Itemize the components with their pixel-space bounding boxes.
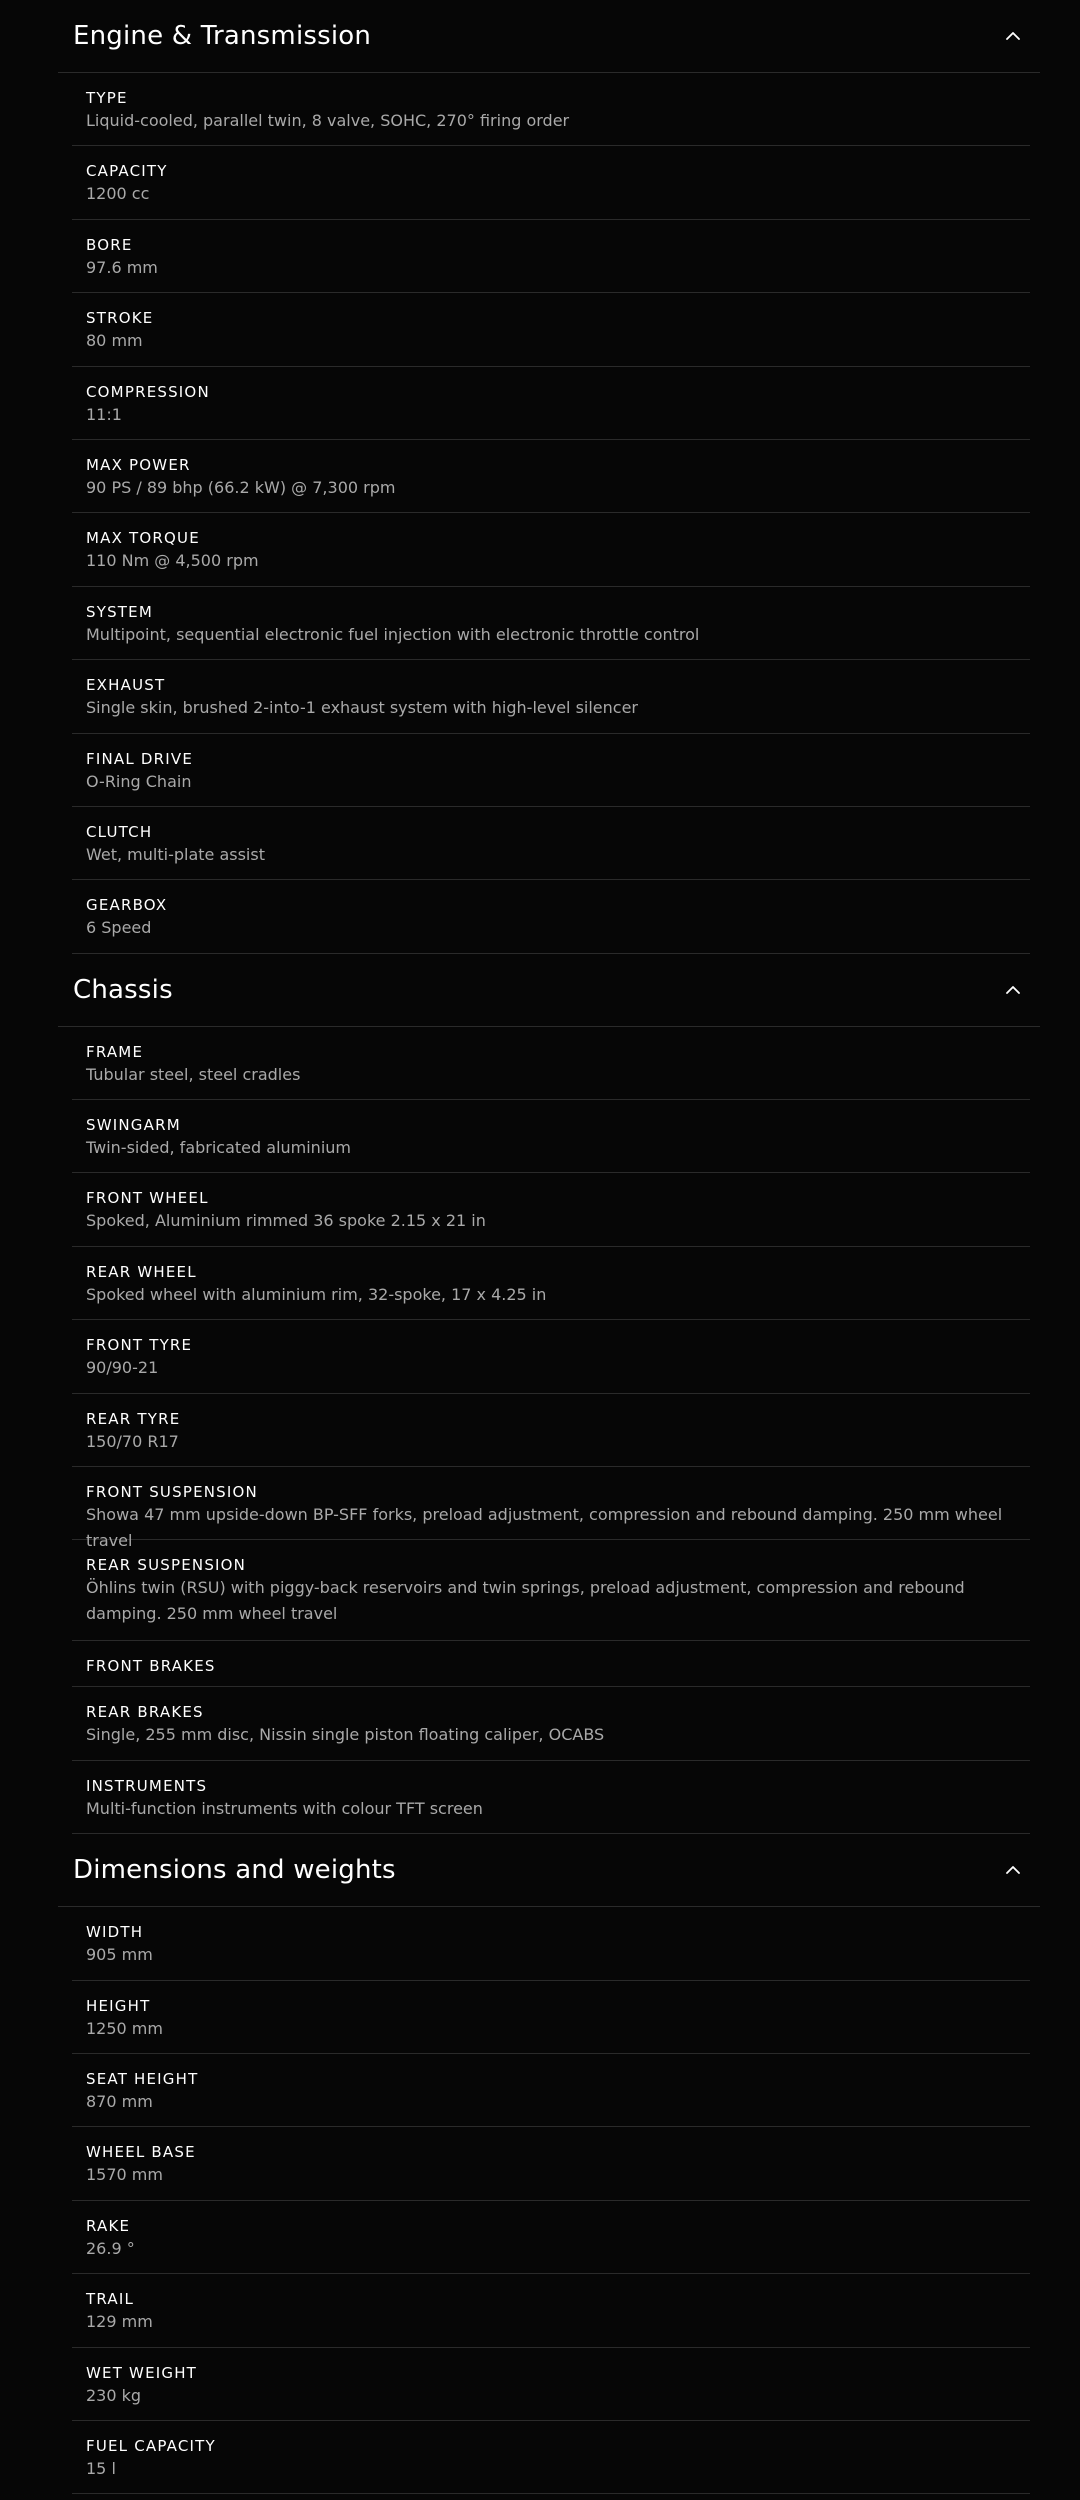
spec-label: REAR SUSPENSION	[86, 1556, 247, 1575]
spec-label: FRONT WHEEL	[86, 1189, 209, 1208]
section-dimensions-weights	[0, 1834, 1080, 2494]
spec-row-rear-brakes	[72, 1687, 1030, 1760]
spec-row-front-brakes	[72, 1641, 1030, 1687]
spec-row-capacity	[72, 146, 1030, 219]
spec-row-front-suspension	[72, 1467, 1030, 1551]
spec-row-type	[72, 73, 1030, 146]
spec-label: SWINGARM	[86, 1116, 181, 1135]
spec-list-chassis	[72, 1027, 1030, 1835]
spec-label: CLUTCH	[86, 822, 153, 841]
spec-value: Wet, multi-plate assist	[86, 844, 265, 864]
spec-value: 1250 mm	[86, 2018, 163, 2038]
spec-label: CAPACITY	[86, 162, 168, 181]
spec-label: BORE	[86, 235, 133, 254]
spec-value: 870 mm	[86, 2091, 153, 2111]
spec-row-frame	[72, 1027, 1030, 1100]
spec-value: 11:1	[86, 404, 122, 424]
spec-row-rear-wheel	[72, 1247, 1030, 1320]
section-title: Dimensions and weights	[73, 1855, 396, 1886]
spec-label: WET WEIGHT	[86, 2363, 198, 2382]
spec-value: 97.6 mm	[86, 257, 158, 277]
spec-label: COMPRESSION	[86, 382, 210, 401]
spec-value: 6 Speed	[86, 918, 152, 938]
spec-row-wet-weight	[72, 2348, 1030, 2421]
section-engine-transmission	[0, 0, 1080, 954]
spec-value: 150/70 R17	[86, 1431, 179, 1451]
spec-value: Spoked, Aluminium rimmed 36 spoke 2.15 x 21 in	[86, 1211, 486, 1231]
spec-value: 90/90-21	[86, 1358, 159, 1378]
spec-row-clutch	[72, 807, 1030, 880]
spec-label: HEIGHT	[86, 1996, 151, 2015]
spec-value: 129 mm	[86, 2312, 153, 2332]
chevron-up-icon[interactable]	[998, 975, 1028, 1005]
chevron-up-icon[interactable]	[998, 21, 1028, 51]
spec-row-instruments	[72, 1761, 1030, 1834]
spec-label: REAR BRAKES	[86, 1703, 204, 1722]
section-title: Engine & Transmission	[73, 21, 372, 51]
spec-label: GEARBOX	[86, 896, 168, 915]
spec-row-system	[72, 587, 1030, 660]
spec-label: WIDTH	[86, 1923, 144, 1942]
spec-label: FRONT TYRE	[86, 1336, 193, 1355]
spec-row-front-wheel	[72, 1173, 1030, 1246]
spec-row-max-torque	[72, 513, 1030, 586]
spec-row-trail	[72, 2274, 1030, 2347]
spec-value: 1200 cc	[86, 184, 150, 204]
spec-value: Öhlins twin (RSU) with piggy-back reservoirs and twin springs, preload adjustment, compression and rebound damping. 250 mm wheel travel	[86, 1578, 965, 1624]
spec-value: 90 PS / 89 bhp (66.2 kW) @ 7,300 rpm	[86, 477, 396, 497]
section-chassis	[0, 954, 1080, 1835]
spec-label: WHEEL BASE	[86, 2143, 196, 2162]
spec-label: REAR TYRE	[86, 1409, 181, 1428]
spec-label: STROKE	[86, 309, 154, 328]
spec-value: 905 mm	[86, 1945, 153, 1965]
spec-value: Single, 255 mm disc, Nissin single piston floating caliper, OCABS	[86, 1725, 605, 1745]
spec-row-seat-height	[72, 2054, 1030, 2127]
spec-row-fuel-capacity	[72, 2421, 1030, 2494]
spec-row-width	[72, 1907, 1030, 1980]
spec-list-engine-transmission	[72, 73, 1030, 954]
spec-list-dimensions-weights	[72, 1907, 1030, 2494]
spec-value: Tubular steel, steel cradles	[86, 1064, 301, 1084]
spec-value: Showa 47 mm upside-down BP-SFF forks, preload adjustment, compression and rebound damping. 250 mm wheel travel	[86, 1505, 1003, 1551]
spec-value: 26.9 °	[86, 2238, 135, 2258]
spec-row-exhaust	[72, 660, 1030, 733]
spec-label: MAX TORQUE	[86, 529, 200, 548]
spec-label: FRONT BRAKES	[86, 1657, 216, 1676]
spec-row-compression	[72, 367, 1030, 440]
spec-row-bore	[72, 220, 1030, 293]
spec-row-max-power	[72, 440, 1030, 513]
spec-row-rear-suspension	[72, 1540, 1030, 1641]
spec-label: REAR WHEEL	[86, 1262, 197, 1281]
spec-label: SYSTEM	[86, 602, 153, 621]
section-header-dimensions-weights[interactable]	[58, 1834, 1040, 1907]
spec-label: SEAT HEIGHT	[86, 2069, 199, 2088]
spec-value: 15 l	[86, 2458, 116, 2478]
spec-value: Multi-function instruments with colour TFT screen	[86, 1798, 483, 1818]
spec-row-swingarm	[72, 1100, 1030, 1173]
spec-value: 230 kg	[86, 2385, 142, 2405]
spec-row-wheel-base	[72, 2127, 1030, 2200]
spec-row-rake	[72, 2201, 1030, 2274]
spec-value: Liquid-cooled, parallel twin, 8 valve, SOHC, 270° firing order	[86, 111, 570, 130]
spec-label: TRAIL	[86, 2290, 135, 2309]
spec-row-rear-tyre	[72, 1394, 1030, 1467]
spec-label: FUEL CAPACITY	[86, 2436, 216, 2455]
spec-row-gearbox	[72, 880, 1030, 953]
spec-label: FINAL DRIVE	[86, 749, 193, 768]
spec-label: FRAME	[86, 1042, 144, 1061]
spec-label: TYPE	[86, 89, 128, 107]
spec-label: RAKE	[86, 2216, 131, 2235]
section-title: Chassis	[73, 974, 173, 1005]
spec-row-final-drive	[72, 734, 1030, 807]
spec-label: FRONT SUSPENSION	[86, 1483, 258, 1502]
spec-value: Multipoint, sequential electronic fuel injection with electronic throttle control	[86, 624, 700, 644]
chevron-up-icon[interactable]	[998, 1855, 1028, 1885]
spec-row-stroke	[72, 293, 1030, 366]
spec-value: Spoked wheel with aluminium rim, 32-spoke, 17 x 4.25 in	[86, 1284, 547, 1304]
spec-value: Twin-sided, fabricated aluminium	[86, 1138, 351, 1158]
spec-value: 1570 mm	[86, 2165, 163, 2185]
spec-value: 110 Nm @ 4,500 rpm	[86, 551, 259, 571]
spec-label: INSTRUMENTS	[86, 1776, 208, 1795]
spec-value: Single skin, brushed 2-into-1 exhaust system with high-level silencer	[86, 698, 638, 718]
spec-label: MAX POWER	[86, 455, 191, 474]
spec-value: O-Ring Chain	[86, 771, 192, 791]
spec-row-front-tyre	[72, 1320, 1030, 1393]
spec-value: 80 mm	[86, 331, 143, 351]
spec-row-height	[72, 1981, 1030, 2054]
spec-label: EXHAUST	[86, 676, 166, 695]
section-header-chassis[interactable]	[58, 954, 1040, 1027]
section-header-engine-transmission[interactable]	[58, 0, 1040, 73]
